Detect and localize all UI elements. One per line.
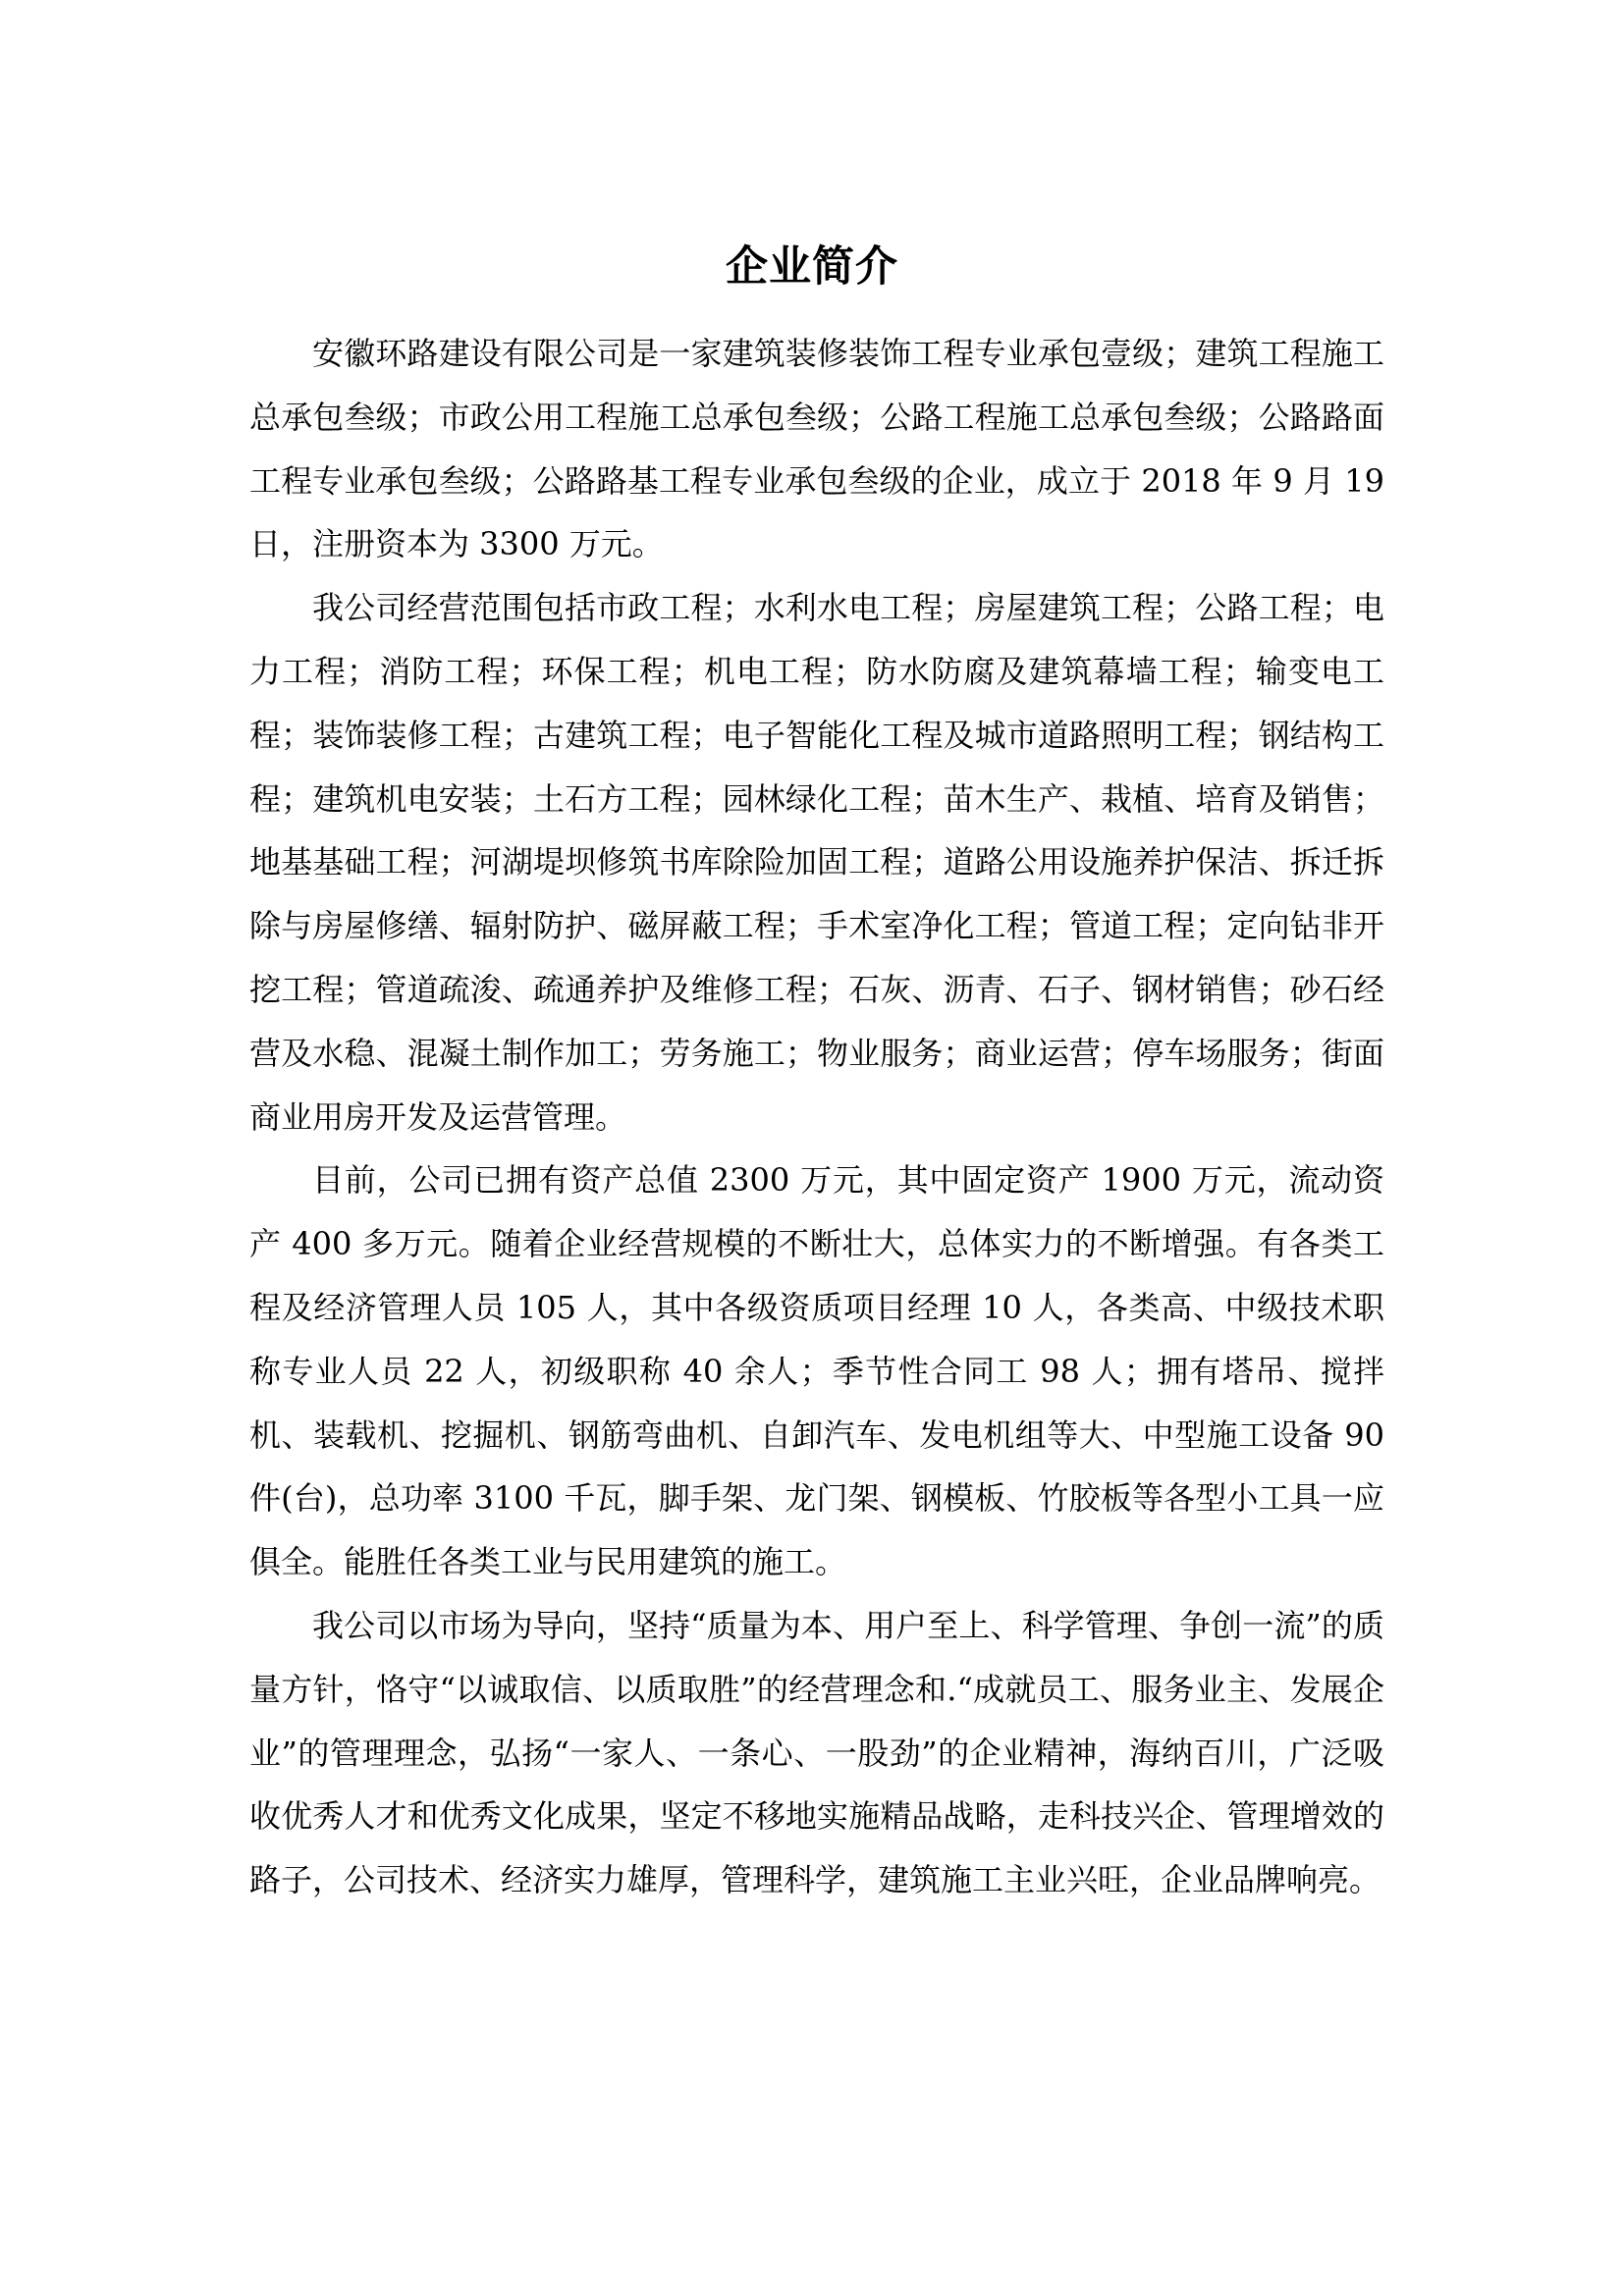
paragraph-assets-personnel: 目前，公司已拥有资产总值 2300 万元，其中固定资产 1900 万元，流动资产 400 多万元。随着企业经营规模的不断壮大，总体实力的不断增强。有各类工程及经济管理人员 105 人，其中各级资质项目经理 10 人，各类高、中级技术职称专业人员 22 人，初级职称 40 余人；季节性合同工 98 人；拥有塔吊、搅拌机、装载机、挖掘机、钢筋弯曲机、自卸汽车、发电机组等大、中型施工设备 90 件(台)，总功率 3100 千瓦，脚手架、龙门架、钢模板、竹胶板等各型小工具一应俱全。能胜任各类工业与民用建筑的施工。: [249, 1161, 1384, 1581]
paragraph-business-scope: 我公司经营范围包括市政工程；水利水电工程；房屋建筑工程；公路工程；电力工程；消防工程；环保工程；机电工程；防水防腐及建筑幕墙工程；输变电工程；装饰装修工程；古建筑工程；电子智能化工程及城市道路照明工程；钢结构工程；建筑机电安装；土石方工程；园林绿化工程；苗木生产、栽植、培育及销售；地基基础工程；河湖堤坝修筑书库除险加固工程；道路公用设施养护保洁、拆迁拆除与房屋修缮、辐射防护、磁屏蔽工程；手术室净化工程；管道工程；定向钻非开挖工程；管道疏浚、疏通养护及维修工程；石灰、沥青、石子、钢材销售；砂石经营及水稳、混凝土制作加工；劳务施工；物业服务；商业运营；停车场服务；街面商业用房开发及运营管理。: [249, 589, 1384, 1136]
document-body: [249, 322, 1384, 1912]
paragraph-philosophy: 我公司以市场为导向，坚持“质量为本、用户至上、科学管理、争创一流”的质量方针，恪守“以诚取信、以质取胜”的经营理念和.“成就员工、服务业主、发展企业”的管理理念，弘扬“一家人、一条心、一股劲”的企业精神，海纳百川，广泛吸收优秀人才和优秀文化成果，坚定不移地实施精品战略，走科技兴企、管理增效的路子，公司技术、经济实力雄厚，管理科学，建筑施工主业兴旺，企业品牌响亮。: [249, 1606, 1384, 1899]
document-title: 企业简介: [726, 241, 898, 292]
paragraph-company-overview: 安徽环路建设有限公司是一家建筑装修装饰工程专业承包壹级；建筑工程施工总承包叁级；市政公用工程施工总承包叁级；公路工程施工总承包叁级；公路路面工程专业承包叁级；公路路基工程专业承包叁级的企业，成立于 2018 年 9 月 19 日，注册资本为 3300 万元。: [249, 335, 1384, 563]
